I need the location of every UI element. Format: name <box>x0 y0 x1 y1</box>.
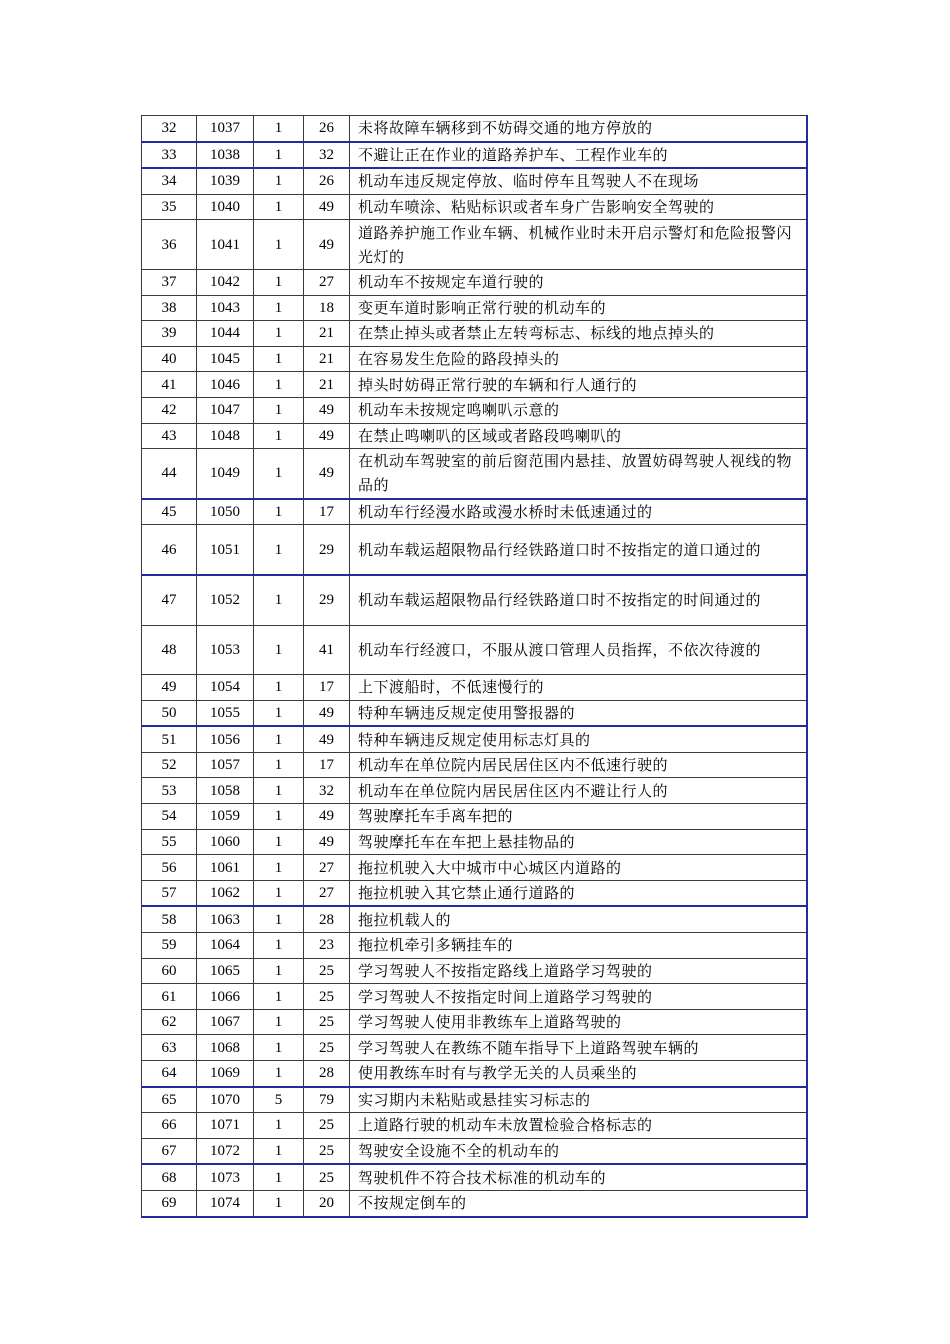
fine-value: 41 <box>304 625 350 675</box>
fine-value: 49 <box>304 726 350 752</box>
fine-value: 27 <box>304 269 350 295</box>
points-value: 1 <box>254 1138 304 1164</box>
violation-description: 使用教练车时有与教学无关的人员乘坐的 <box>350 1061 807 1087</box>
points-value: 1 <box>254 829 304 855</box>
table-row <box>142 449 807 499</box>
violation-code: 1037 <box>197 116 254 142</box>
points-value: 1 <box>254 958 304 984</box>
row-number: 49 <box>142 675 197 701</box>
row-number: 63 <box>142 1035 197 1061</box>
table-row <box>142 933 807 959</box>
table-row <box>142 295 807 321</box>
points-value: 1 <box>254 804 304 830</box>
points-value: 1 <box>254 933 304 959</box>
violation-code: 1061 <box>197 855 254 881</box>
fine-value: 21 <box>304 321 350 347</box>
fine-value: 23 <box>304 933 350 959</box>
fine-value: 25 <box>304 1009 350 1035</box>
fine-value: 26 <box>304 116 350 142</box>
violation-description: 学习驾驶人在教练不随车指导下上道路驾驶车辆的 <box>350 1035 807 1061</box>
fine-value: 17 <box>304 499 350 525</box>
violation-code: 1049 <box>197 449 254 499</box>
violation-code: 1065 <box>197 958 254 984</box>
violation-description: 机动车在单位院内居民居住区内不低速行驶的 <box>350 752 807 778</box>
fine-value: 27 <box>304 880 350 906</box>
violation-description: 机动车载运超限物品行经铁路道口时不按指定的时间通过的 <box>350 575 807 625</box>
fine-value: 49 <box>304 423 350 449</box>
violation-description: 上下渡船时，不低速慢行的 <box>350 675 807 701</box>
row-number: 32 <box>142 116 197 142</box>
table-row <box>142 1087 807 1113</box>
violation-code: 1050 <box>197 499 254 525</box>
violation-code: 1060 <box>197 829 254 855</box>
violation-description: 机动车不按规定车道行驶的 <box>350 269 807 295</box>
row-number: 45 <box>142 499 197 525</box>
table-row <box>142 675 807 701</box>
points-value: 1 <box>254 1035 304 1061</box>
violation-code: 1047 <box>197 397 254 423</box>
points-value: 1 <box>254 1061 304 1087</box>
table-row <box>142 1138 807 1164</box>
violation-description: 学习驾驶人不按指定时间上道路学习驾驶的 <box>350 984 807 1010</box>
violation-code: 1072 <box>197 1138 254 1164</box>
points-value: 1 <box>254 984 304 1010</box>
table-row <box>142 1061 807 1087</box>
points-value: 1 <box>254 142 304 169</box>
fine-value: 49 <box>304 829 350 855</box>
violation-code: 1069 <box>197 1061 254 1087</box>
points-value: 5 <box>254 1087 304 1113</box>
points-value: 1 <box>254 168 304 194</box>
violation-description: 机动车违反规定停放、临时停车且驾驶人不在现场 <box>350 168 807 194</box>
violation-description: 未将故障车辆移到不妨碍交通的地方停放的 <box>350 116 807 142</box>
fine-value: 25 <box>304 984 350 1010</box>
row-number: 65 <box>142 1087 197 1113</box>
violation-description: 驾驶机件不符合技术标准的机动车的 <box>350 1164 807 1190</box>
fine-value: 25 <box>304 1113 350 1139</box>
fine-value: 25 <box>304 1138 350 1164</box>
points-value: 1 <box>254 397 304 423</box>
points-value: 1 <box>254 423 304 449</box>
table-row <box>142 116 807 142</box>
violation-description: 不按规定倒车的 <box>350 1190 807 1216</box>
table-row <box>142 220 807 270</box>
violation-code: 1058 <box>197 778 254 804</box>
table-row <box>142 525 807 575</box>
points-value: 1 <box>254 575 304 625</box>
fine-value: 79 <box>304 1087 350 1113</box>
points-value: 1 <box>254 675 304 701</box>
fine-value: 21 <box>304 372 350 398</box>
row-number: 44 <box>142 449 197 499</box>
fine-value: 49 <box>304 449 350 499</box>
violation-description: 机动车行经漫水路或漫水桥时未低速通过的 <box>350 499 807 525</box>
table-row <box>142 269 807 295</box>
violation-code: 1038 <box>197 142 254 169</box>
table-row <box>142 346 807 372</box>
points-value: 1 <box>254 906 304 932</box>
fine-value: 25 <box>304 1035 350 1061</box>
violation-code: 1066 <box>197 984 254 1010</box>
violation-description: 掉头时妨碍正常行驶的车辆和行人通行的 <box>350 372 807 398</box>
row-number: 51 <box>142 726 197 752</box>
table-row <box>142 194 807 220</box>
violations-table <box>141 115 808 1218</box>
table-row <box>142 906 807 932</box>
row-number: 48 <box>142 625 197 675</box>
points-value: 1 <box>254 346 304 372</box>
row-number: 35 <box>142 194 197 220</box>
violation-code: 1039 <box>197 168 254 194</box>
table-row <box>142 829 807 855</box>
points-value: 1 <box>254 449 304 499</box>
row-number: 39 <box>142 321 197 347</box>
table-row <box>142 958 807 984</box>
points-value: 1 <box>254 1164 304 1190</box>
table-row <box>142 700 807 726</box>
table-row <box>142 984 807 1010</box>
table-row <box>142 778 807 804</box>
violation-code: 1071 <box>197 1113 254 1139</box>
points-value: 1 <box>254 625 304 675</box>
table-row <box>142 321 807 347</box>
violation-description: 拖拉机驶入其它禁止通行道路的 <box>350 880 807 906</box>
violation-code: 1070 <box>197 1087 254 1113</box>
table-row <box>142 372 807 398</box>
points-value: 1 <box>254 1009 304 1035</box>
violation-code: 1041 <box>197 220 254 270</box>
points-value: 1 <box>254 321 304 347</box>
violation-code: 1073 <box>197 1164 254 1190</box>
points-value: 1 <box>254 880 304 906</box>
row-number: 37 <box>142 269 197 295</box>
row-number: 33 <box>142 142 197 169</box>
row-number: 58 <box>142 906 197 932</box>
points-value: 1 <box>254 269 304 295</box>
violation-description: 学习驾驶人不按指定路线上道路学习驾驶的 <box>350 958 807 984</box>
fine-value: 29 <box>304 575 350 625</box>
points-value: 1 <box>254 499 304 525</box>
violation-code: 1044 <box>197 321 254 347</box>
violation-code: 1045 <box>197 346 254 372</box>
row-number: 41 <box>142 372 197 398</box>
violation-description: 变更车道时影响正常行驶的机动车的 <box>350 295 807 321</box>
violation-description: 在机动车驾驶室的前后窗范围内悬挂、放置妨碍驾驶人视线的物品的 <box>350 449 807 499</box>
row-number: 69 <box>142 1190 197 1216</box>
violation-description: 机动车在单位院内居民居住区内不避让行人的 <box>350 778 807 804</box>
points-value: 1 <box>254 1190 304 1216</box>
table-row <box>142 423 807 449</box>
row-number: 43 <box>142 423 197 449</box>
row-number: 56 <box>142 855 197 881</box>
fine-value: 49 <box>304 220 350 270</box>
violation-code: 1043 <box>197 295 254 321</box>
violation-code: 1057 <box>197 752 254 778</box>
violation-description: 拖拉机载人的 <box>350 906 807 932</box>
fine-value: 29 <box>304 525 350 575</box>
fine-value: 20 <box>304 1190 350 1216</box>
violation-code: 1040 <box>197 194 254 220</box>
table-row <box>142 1009 807 1035</box>
violation-description: 驾驶摩托车手离车把的 <box>350 804 807 830</box>
violation-description: 特种车辆违反规定使用标志灯具的 <box>350 726 807 752</box>
violation-description: 拖拉机驶入大中城市中心城区内道路的 <box>350 855 807 881</box>
violation-code: 1052 <box>197 575 254 625</box>
row-number: 66 <box>142 1113 197 1139</box>
fine-value: 49 <box>304 397 350 423</box>
violation-code: 1055 <box>197 700 254 726</box>
points-value: 1 <box>254 525 304 575</box>
violation-code: 1053 <box>197 625 254 675</box>
fine-value: 49 <box>304 804 350 830</box>
row-number: 38 <box>142 295 197 321</box>
fine-value: 28 <box>304 906 350 932</box>
row-number: 54 <box>142 804 197 830</box>
violation-code: 1054 <box>197 675 254 701</box>
fine-value: 27 <box>304 855 350 881</box>
points-value: 1 <box>254 194 304 220</box>
table-row <box>142 880 807 906</box>
violation-description: 机动车未按规定鸣喇叭示意的 <box>350 397 807 423</box>
points-value: 1 <box>254 855 304 881</box>
points-value: 1 <box>254 1113 304 1139</box>
violation-description: 驾驶安全设施不全的机动车的 <box>350 1138 807 1164</box>
row-number: 57 <box>142 880 197 906</box>
row-number: 64 <box>142 1061 197 1087</box>
row-number: 55 <box>142 829 197 855</box>
violation-description: 上道路行驶的机动车未放置检验合格标志的 <box>350 1113 807 1139</box>
violation-description: 学习驾驶人使用非教练车上道路驾驶的 <box>350 1009 807 1035</box>
fine-value: 28 <box>304 1061 350 1087</box>
points-value: 1 <box>254 778 304 804</box>
table-row <box>142 752 807 778</box>
violation-code: 1056 <box>197 726 254 752</box>
row-number: 46 <box>142 525 197 575</box>
table-row <box>142 397 807 423</box>
table-row <box>142 1164 807 1190</box>
violation-code: 1064 <box>197 933 254 959</box>
row-number: 68 <box>142 1164 197 1190</box>
violation-code: 1048 <box>197 423 254 449</box>
violation-code: 1062 <box>197 880 254 906</box>
fine-value: 18 <box>304 295 350 321</box>
table-row <box>142 168 807 194</box>
points-value: 1 <box>254 752 304 778</box>
violation-description: 机动车喷涂、粘贴标识或者车身广告影响安全驾驶的 <box>350 194 807 220</box>
points-value: 1 <box>254 700 304 726</box>
fine-value: 25 <box>304 1164 350 1190</box>
row-number: 40 <box>142 346 197 372</box>
violation-description: 实习期内未粘贴或悬挂实习标志的 <box>350 1087 807 1113</box>
table-row <box>142 575 807 625</box>
row-number: 67 <box>142 1138 197 1164</box>
violation-code: 1059 <box>197 804 254 830</box>
violation-description: 机动车载运超限物品行经铁路道口时不按指定的道口通过的 <box>350 525 807 575</box>
points-value: 1 <box>254 295 304 321</box>
row-number: 50 <box>142 700 197 726</box>
violation-code: 1063 <box>197 906 254 932</box>
violation-code: 1042 <box>197 269 254 295</box>
fine-value: 26 <box>304 168 350 194</box>
violation-description: 特种车辆违反规定使用警报器的 <box>350 700 807 726</box>
violation-description: 在禁止掉头或者禁止左转弯标志、标线的地点掉头的 <box>350 321 807 347</box>
row-number: 53 <box>142 778 197 804</box>
fine-value: 17 <box>304 752 350 778</box>
row-number: 52 <box>142 752 197 778</box>
row-number: 34 <box>142 168 197 194</box>
violation-description: 驾驶摩托车在车把上悬挂物品的 <box>350 829 807 855</box>
fine-value: 32 <box>304 142 350 169</box>
violation-description: 拖拉机牵引多辆挂车的 <box>350 933 807 959</box>
table-row <box>142 142 807 169</box>
violation-description: 在禁止鸣喇叭的区域或者路段鸣喇叭的 <box>350 423 807 449</box>
table-row <box>142 499 807 525</box>
fine-value: 49 <box>304 194 350 220</box>
table-row <box>142 1113 807 1139</box>
fine-value: 25 <box>304 958 350 984</box>
points-value: 1 <box>254 372 304 398</box>
points-value: 1 <box>254 726 304 752</box>
fine-value: 21 <box>304 346 350 372</box>
row-number: 36 <box>142 220 197 270</box>
violation-code: 1068 <box>197 1035 254 1061</box>
table-row <box>142 1190 807 1216</box>
table-row <box>142 625 807 675</box>
row-number: 47 <box>142 575 197 625</box>
table-row <box>142 855 807 881</box>
row-number: 60 <box>142 958 197 984</box>
violation-code: 1074 <box>197 1190 254 1216</box>
points-value: 1 <box>254 116 304 142</box>
fine-value: 49 <box>304 700 350 726</box>
violation-code: 1051 <box>197 525 254 575</box>
points-value: 1 <box>254 220 304 270</box>
row-number: 59 <box>142 933 197 959</box>
row-number: 61 <box>142 984 197 1010</box>
table-row <box>142 1035 807 1061</box>
fine-value: 17 <box>304 675 350 701</box>
violation-description: 不避让正在作业的道路养护车、工程作业车的 <box>350 142 807 169</box>
row-number: 62 <box>142 1009 197 1035</box>
fine-value: 32 <box>304 778 350 804</box>
table-row <box>142 726 807 752</box>
violation-description: 道路养护施工作业车辆、机械作业时未开启示警灯和危险报警闪光灯的 <box>350 220 807 270</box>
table-row <box>142 804 807 830</box>
row-number: 42 <box>142 397 197 423</box>
violation-code: 1067 <box>197 1009 254 1035</box>
violation-description: 在容易发生危险的路段掉头的 <box>350 346 807 372</box>
violation-description: 机动车行经渡口，不服从渡口管理人员指挥，不依次待渡的 <box>350 625 807 675</box>
violation-code: 1046 <box>197 372 254 398</box>
